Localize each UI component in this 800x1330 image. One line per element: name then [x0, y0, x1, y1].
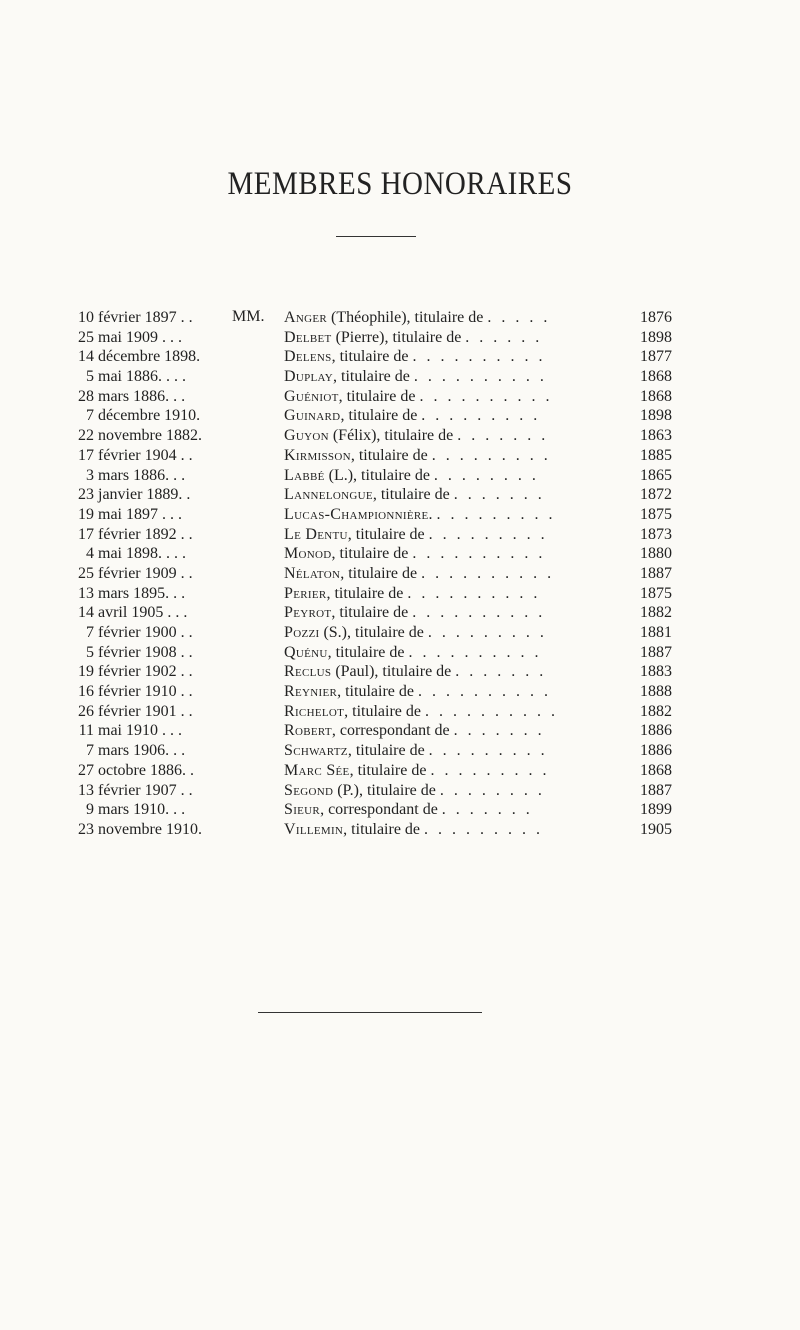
- election-month-year: mars 1906. . .: [98, 742, 186, 760]
- member-entry: [284, 308, 636, 328]
- member-entry: [284, 800, 636, 820]
- leader-dots: . . . . . . . . . .: [417, 683, 551, 701]
- leader-dots: . . . . . . . . . .: [421, 564, 555, 582]
- leader-dots: . . . . . . . .: [439, 781, 545, 799]
- member-row: [74, 662, 674, 682]
- election-day: 14: [78, 348, 94, 366]
- member-row: [74, 328, 674, 348]
- member-surname: Lucas-Championnière: [284, 505, 429, 523]
- election-date: [74, 682, 234, 702]
- leader-dots: . . . . . . . . . .: [413, 368, 547, 386]
- member-surname: Schwartz: [284, 742, 348, 760]
- member-title: , titulaire de: [337, 683, 414, 701]
- election-day: 11: [78, 722, 94, 740]
- member-entry: [284, 544, 636, 564]
- election-day: 13: [78, 584, 94, 602]
- member-row: [74, 485, 674, 505]
- member-surname: Delbet: [284, 328, 332, 346]
- election-day: 19: [78, 505, 94, 523]
- election-month-year: novembre 1910.: [98, 820, 202, 838]
- member-title: (L.), titulaire de: [324, 466, 430, 484]
- member-row: [74, 426, 674, 446]
- member-title: , titulaire de: [326, 584, 404, 602]
- bottom-rule: [258, 1012, 482, 1013]
- member-surname: Kirmisson: [284, 446, 351, 464]
- member-row: [74, 525, 674, 545]
- member-row: [74, 623, 674, 643]
- original-year: 1875: [640, 584, 672, 602]
- member-surname: Guyon: [284, 427, 329, 445]
- election-date: [74, 741, 234, 761]
- election-month-year: mai 1897 . . .: [98, 505, 182, 523]
- leader-dots: . . . . . .: [465, 328, 543, 346]
- member-row: [74, 446, 674, 466]
- election-day: 13: [78, 781, 94, 799]
- election-month-year: février 1901 . .: [98, 702, 193, 720]
- original-year: 1883: [640, 663, 672, 681]
- member-row: [74, 367, 674, 387]
- member-row: [74, 682, 674, 702]
- member-row: [74, 643, 674, 663]
- member-entry: [284, 406, 636, 426]
- leader-dots: . . . . . . . . . .: [419, 387, 553, 405]
- member-entry: [284, 446, 636, 466]
- leader-dots: . . . . . . . . . .: [408, 643, 542, 661]
- member-surname: Villemin: [284, 820, 344, 838]
- leader-dots: . . . . . . . . .: [428, 525, 548, 543]
- member-surname: Labbé: [284, 466, 325, 484]
- member-row: [74, 820, 674, 840]
- election-month-year: mai 1898. . . .: [98, 545, 186, 563]
- leader-dots: . . . . . . .: [455, 663, 547, 681]
- member-row: [74, 308, 674, 328]
- election-month-year: avril 1905 . . .: [98, 604, 188, 622]
- election-date: [74, 505, 234, 525]
- election-date: [74, 466, 234, 486]
- mm-prefix: MM.: [232, 308, 265, 325]
- election-day: 25: [78, 328, 94, 346]
- member-title: , titulaire de: [343, 820, 421, 838]
- election-month-year: mars 1895. . .: [98, 584, 186, 602]
- member-entry: [284, 584, 636, 604]
- member-title: (S.), titulaire de: [319, 624, 424, 641]
- election-day: 9: [86, 801, 94, 819]
- original-year: 1880: [640, 545, 672, 563]
- original-year: 1898: [640, 407, 672, 425]
- member-surname: Monod: [284, 545, 332, 563]
- member-row: [74, 564, 674, 584]
- member-surname: Perier: [284, 584, 327, 602]
- member-row: [74, 800, 674, 820]
- election-month-year: décembre 1898.: [98, 348, 201, 366]
- original-year: 1885: [640, 446, 672, 464]
- member-surname: Peyrot: [284, 604, 332, 622]
- member-row: [74, 603, 674, 623]
- member-title: , titulaire de: [331, 348, 409, 366]
- election-date: [74, 406, 234, 426]
- election-day: 27: [78, 761, 94, 779]
- member-title: (Théophile), titulaire de: [327, 309, 484, 326]
- leader-dots: . . . . . . . . .: [428, 742, 548, 760]
- member-row: [74, 761, 674, 781]
- election-month-year: février 1909 . .: [98, 564, 193, 582]
- member-entry: [284, 564, 636, 584]
- election-month-year: février 1904 . .: [98, 446, 193, 464]
- election-day: 10: [78, 309, 94, 326]
- original-year: 1899: [640, 801, 672, 819]
- member-row: [74, 544, 674, 564]
- member-surname: Anger: [284, 309, 327, 326]
- original-year: 1882: [640, 702, 672, 720]
- election-day: 3: [86, 466, 94, 484]
- member-title: , titulaire de: [349, 761, 427, 779]
- member-title: , titulaire de: [331, 545, 409, 563]
- member-entry: [284, 466, 636, 486]
- election-date: [74, 800, 234, 820]
- leader-dots: . . . . . . . . . .: [412, 604, 546, 622]
- member-entry: [284, 682, 636, 702]
- election-month-year: février 1908 . .: [98, 643, 193, 661]
- leader-dots: . . . . . . . . .: [427, 624, 547, 641]
- election-date: [74, 702, 234, 722]
- original-year: 1872: [640, 486, 672, 504]
- original-year: 1876: [640, 309, 672, 326]
- member-title: , correspondant de: [331, 722, 450, 740]
- title-rule: [336, 236, 416, 237]
- member-title: (Paul), titulaire de: [331, 663, 452, 681]
- original-year: 1887: [640, 781, 672, 799]
- member-title: , titulaire de: [347, 742, 425, 760]
- leader-dots: . . . . . . . .: [433, 466, 539, 484]
- member-row: [74, 505, 674, 525]
- election-day: 17: [78, 446, 94, 464]
- leader-dots: . . . . . . .: [457, 427, 549, 445]
- member-title: , correspondant de: [320, 801, 438, 819]
- leader-dots: . . . . . . .: [441, 801, 533, 819]
- page-title: MEMBRES HONORAIRES: [227, 166, 573, 202]
- member-surname: Nélaton: [284, 564, 341, 582]
- member-entry: [284, 426, 636, 446]
- member-entry: [284, 367, 636, 387]
- member-entry: [284, 741, 636, 761]
- original-year: 1886: [640, 722, 672, 740]
- leader-dots: . . . . . . . . .: [424, 820, 544, 838]
- election-month-year: janvier 1889. .: [98, 486, 191, 504]
- member-entry: [284, 328, 636, 348]
- election-day: 22: [78, 427, 94, 445]
- election-month-year: mars 1910. . .: [98, 801, 186, 819]
- election-day: 26: [78, 702, 94, 720]
- election-day: 19: [78, 663, 94, 681]
- original-year: 1888: [640, 683, 672, 701]
- election-date: [74, 347, 234, 367]
- original-year: 1898: [640, 328, 672, 346]
- election-date: [74, 820, 234, 840]
- original-year: 1882: [640, 604, 672, 622]
- leader-dots: . . . . . . . . . .: [424, 702, 558, 720]
- election-date: [74, 603, 234, 623]
- original-year: 1877: [640, 348, 672, 366]
- election-day: 7: [86, 742, 94, 760]
- election-day: 5: [86, 643, 94, 661]
- member-title: , titulaire de: [372, 486, 450, 504]
- member-entry: [284, 525, 636, 545]
- member-row: [74, 741, 674, 761]
- member-surname: Quénu: [284, 643, 328, 661]
- member-surname: Lannelongue: [284, 486, 373, 504]
- member-surname: Richelot: [284, 702, 345, 720]
- member-title: , titulaire de: [331, 604, 409, 622]
- election-day: 5: [86, 368, 94, 386]
- member-title: , titulaire de: [350, 446, 428, 464]
- member-surname: Duplay: [284, 368, 334, 386]
- original-year: 1873: [640, 525, 672, 543]
- member-title: , titulaire de: [344, 702, 421, 720]
- members-list: [74, 308, 674, 840]
- leader-dots: . . . . . . . . .: [436, 505, 556, 523]
- election-day: 16: [78, 683, 94, 701]
- election-month-year: février 1897 . .: [98, 309, 193, 326]
- member-surname: Guinard: [284, 407, 341, 425]
- election-date: [74, 564, 234, 584]
- member-row: [74, 721, 674, 741]
- election-day: 7: [86, 624, 94, 641]
- original-year: 1868: [640, 761, 672, 779]
- member-surname: Marc Sée: [284, 761, 350, 779]
- election-month-year: février 1892 . .: [98, 525, 193, 543]
- member-surname: Le Dentu: [284, 525, 348, 543]
- election-day: 7: [86, 407, 94, 425]
- member-entry: [284, 485, 636, 505]
- election-month-year: octobre 1886. .: [98, 761, 194, 779]
- election-day: 25: [78, 564, 94, 582]
- member-entry: [284, 387, 636, 407]
- member-row: [74, 781, 674, 801]
- member-surname: Delens: [284, 348, 332, 366]
- election-date: [74, 485, 234, 505]
- member-title: .: [428, 505, 433, 523]
- leader-dots: . . . . .: [487, 309, 551, 326]
- election-date: [74, 623, 234, 643]
- leader-dots: . . . . . . . . . .: [412, 545, 546, 563]
- election-month-year: décembre 1910.: [98, 407, 201, 425]
- leader-dots: . . . . . . .: [453, 486, 545, 504]
- election-month-year: février 1907 . .: [98, 781, 193, 799]
- leader-dots: . . . . . . . . .: [430, 761, 550, 779]
- member-title: , titulaire de: [338, 387, 416, 405]
- member-row: [74, 584, 674, 604]
- member-entry: [284, 761, 636, 781]
- election-month-year: mai 1886. . . .: [98, 368, 186, 386]
- member-title: , titulaire de: [327, 643, 405, 661]
- election-month-year: février 1902 . .: [98, 663, 193, 681]
- member-title: (Félix), titulaire de: [328, 427, 454, 445]
- original-year: 1887: [640, 643, 672, 661]
- member-title: , titulaire de: [333, 368, 410, 386]
- original-year: 1868: [640, 368, 672, 386]
- election-month-year: février 1900 . .: [98, 624, 193, 641]
- member-entry: [284, 603, 636, 623]
- member-surname: Robert: [284, 722, 332, 740]
- election-date: [74, 387, 234, 407]
- member-surname: Sieur: [284, 801, 321, 819]
- member-surname: Pozzi: [284, 624, 320, 641]
- member-entry: [284, 662, 636, 682]
- election-date: [74, 446, 234, 466]
- member-entry: [284, 820, 636, 840]
- election-date: [74, 544, 234, 564]
- election-date: [74, 367, 234, 387]
- member-entry: [284, 702, 636, 722]
- original-year: 1886: [640, 742, 672, 760]
- election-date: [74, 781, 234, 801]
- member-entry: [284, 505, 636, 525]
- election-month-year: mars 1886. . .: [98, 466, 186, 484]
- original-year: 1905: [640, 820, 672, 838]
- member-title: (P.), titulaire de: [333, 781, 436, 799]
- member-entry: [284, 781, 636, 801]
- election-date: [74, 525, 234, 545]
- member-title: (Pierre), titulaire de: [331, 328, 462, 346]
- original-year: 1881: [640, 624, 672, 641]
- member-row: [74, 466, 674, 486]
- election-month-year: mai 1909 . . .: [98, 328, 182, 346]
- original-year: 1887: [640, 564, 672, 582]
- member-row: [74, 406, 674, 426]
- member-title: , titulaire de: [340, 564, 418, 582]
- leader-dots: . . . . . . . . . .: [412, 348, 546, 366]
- original-year: 1868: [640, 387, 672, 405]
- member-entry: [284, 347, 636, 367]
- member-surname: Segond: [284, 781, 334, 799]
- election-date: [74, 643, 234, 663]
- election-date: [74, 721, 234, 741]
- election-date: [74, 761, 234, 781]
- member-title: , titulaire de: [347, 525, 425, 543]
- leader-dots: . . . . . . . . . .: [407, 584, 541, 602]
- member-entry: [284, 721, 636, 741]
- member-title: , titulaire de: [340, 407, 418, 425]
- member-surname: Reclus: [284, 663, 332, 681]
- member-surname: Reynier: [284, 683, 338, 701]
- election-date: [74, 662, 234, 682]
- original-year: 1865: [640, 466, 672, 484]
- member-row: [74, 387, 674, 407]
- member-row: [74, 347, 674, 367]
- election-date: [74, 584, 234, 604]
- leader-dots: . . . . . . .: [453, 722, 545, 740]
- election-day: 23: [78, 486, 94, 504]
- leader-dots: . . . . . . . . .: [421, 407, 541, 425]
- election-date: [74, 308, 234, 328]
- election-month-year: novembre 1882.: [98, 427, 202, 445]
- election-day: 14: [78, 604, 94, 622]
- original-year: 1875: [640, 505, 672, 523]
- original-year: 1863: [640, 427, 672, 445]
- election-month-year: février 1910 . .: [98, 683, 193, 701]
- election-date: [74, 328, 234, 348]
- election-date: [74, 426, 234, 446]
- election-day: 17: [78, 525, 94, 543]
- election-day: 4: [86, 545, 94, 563]
- election-day: 23: [78, 820, 94, 838]
- election-day: 28: [78, 387, 94, 405]
- member-entry: [284, 643, 636, 663]
- election-month-year: mars 1886. . .: [98, 387, 186, 405]
- member-row: [74, 702, 674, 722]
- member-entry: [284, 623, 636, 643]
- leader-dots: . . . . . . . . .: [431, 446, 551, 464]
- member-surname: Guéniot: [284, 387, 339, 405]
- election-month-year: mai 1910 . . .: [98, 722, 182, 740]
